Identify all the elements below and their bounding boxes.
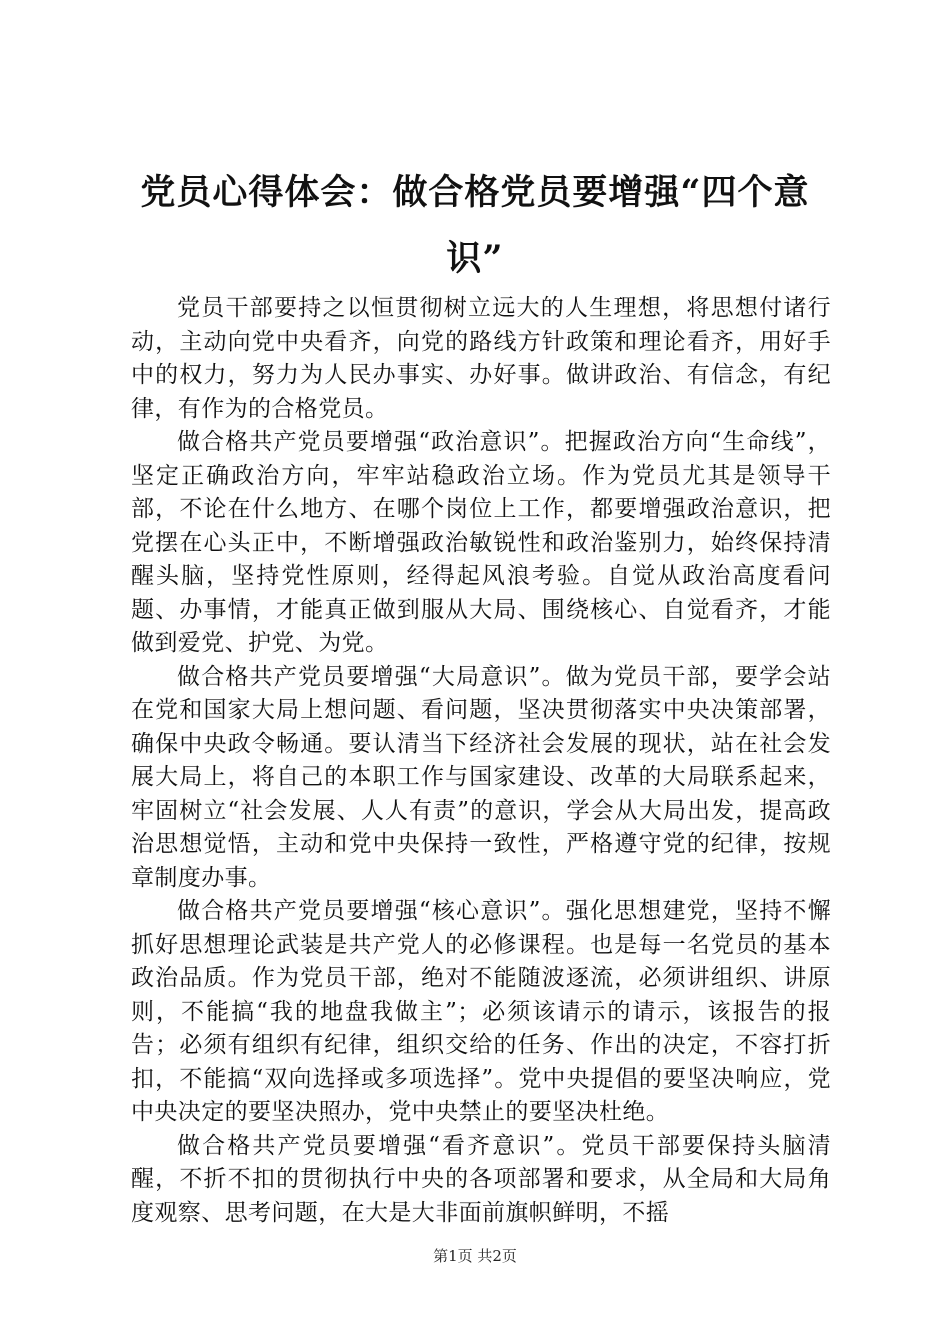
document-title: 党员心得体会：做合格党员要增强“四个意识” <box>140 172 810 279</box>
paragraph: 做合格共产党员要增强“政治意识”。把握政治方向“生命线”，坚定正确政治方向，牢牢站稳政治立场。作为党员尤其是领导干部，不论在什么地方、在哪个岗位上工作，都要增强政治意识，把党摆在心头正中，不断增强政治敏锐性和政治鉴别力，始终保持清醒头脑，坚持党性原则，经得起风浪考验。自觉从政治高度看问题、办事情，才能真正做到服从大局、围绕核心、自觉看齐，才能做到爱党、护党、为党。 <box>131 429 831 656</box>
paragraph: 做合格共产党员要增强“看齐意识”。党员干部要保持头脑清醒，不折不扣的贯彻执行中央的各项部署和要求，从全局和大局角度观察、思考问题，在大是大非面前旗帜鲜明，不摇 <box>131 1132 831 1226</box>
paragraph: 做合格共产党员要增强“大局意识”。做为党员干部，要学会站在党和国家大局上想问题、看问题，坚决贯彻落实中央决策部署，确保中央政令畅通。要认清当下经济社会发展的现状，站在社会发展大局上，将自己的本职工作与国家建设、改革的大局联系起来，牢固树立“社会发展、人人有责”的意识，学会从大局出发，提高政治思想觉悟，主动和党中央保持一致性，严格遵守党的纪律，按规章制度办事。 <box>131 663 831 891</box>
page-number-footer: 第1页 共2页 <box>433 1247 517 1265</box>
document-body <box>131 292 831 1230</box>
paragraph: 党员干部要持之以恒贯彻树立远大的人生理想，将思想付诸行动，主动向党中央看齐，向党的路线方针政策和理论看齐，用好手中的权力，努力为人民办事实、办好事。做讲政治、有信念，有纪律，有作为的合格党员。 <box>131 295 831 422</box>
paragraph: 做合格共产党员要增强“核心意识”。强化思想建党，坚持不懈抓好思想理论武装是共产党人的必修课程。也是每一名党员的基本政治品质。作为党员干部，绝对不能随波逐流，必须讲组织、讲原则，不能搞“我的地盘我做主”；必须该请示的请示，该报告的报告；必须有组织有纪律，组织交给的任务、作出的决定，不容打折扣，不能搞“双向选择或多项选择”。党中央提倡的要坚决响应，党中央决定的要坚决照办，党中央禁止的要坚决杜绝。 <box>131 898 831 1125</box>
